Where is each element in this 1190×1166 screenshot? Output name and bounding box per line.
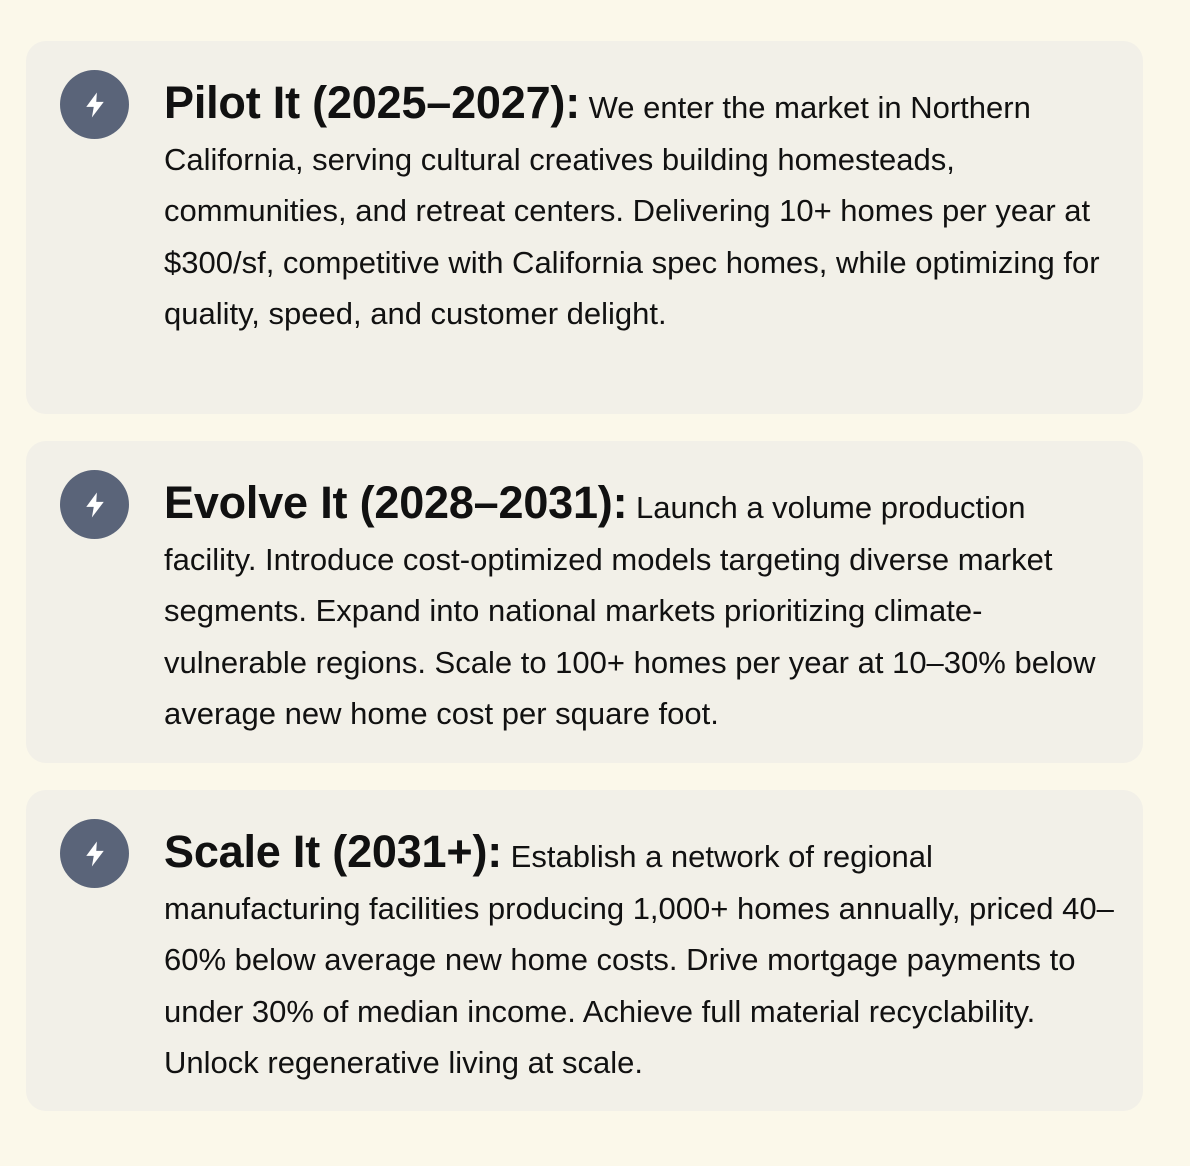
phase-title: Pilot It (2025–2027): [164,77,580,128]
lightning-bolt-icon [60,470,129,539]
lightning-bolt-icon [60,819,129,888]
phase-body: Establish a network of regional manufacturing facilities producing 1,000+ homes annually, priced 40–60% below average new home costs. Drive mortgage payments to under 30% of median income. Achieve full material recyclability. Unlock regenerative living at scale. [164,839,1114,1080]
phase-description [164,477,1124,740]
phase-card-scale [26,790,1143,1111]
phase-description [164,826,1124,1089]
phase-title: Evolve It (2028–2031): [164,477,628,528]
phase-card-evolve [26,441,1143,763]
phase-body: We enter the market in Northern California, serving cultural creatives building homesteads, communities, and retreat centers. Delivering 10+ homes per year at $300/sf, competitive with California spec homes, while optimizing for quality, speed, and customer delight. [164,90,1100,331]
phase-body: Launch a volume production facility. Introduce cost-optimized models targeting diverse market segments. Expand into national markets prioritizing climate-vulnerable regions. Scale to 100+ homes per year at 10–30% below average new home cost per square foot. [164,490,1096,731]
phase-description [164,77,1124,340]
phase-title: Scale It (2031+): [164,826,503,877]
phase-card-pilot [26,41,1143,414]
lightning-bolt-icon [60,70,129,139]
